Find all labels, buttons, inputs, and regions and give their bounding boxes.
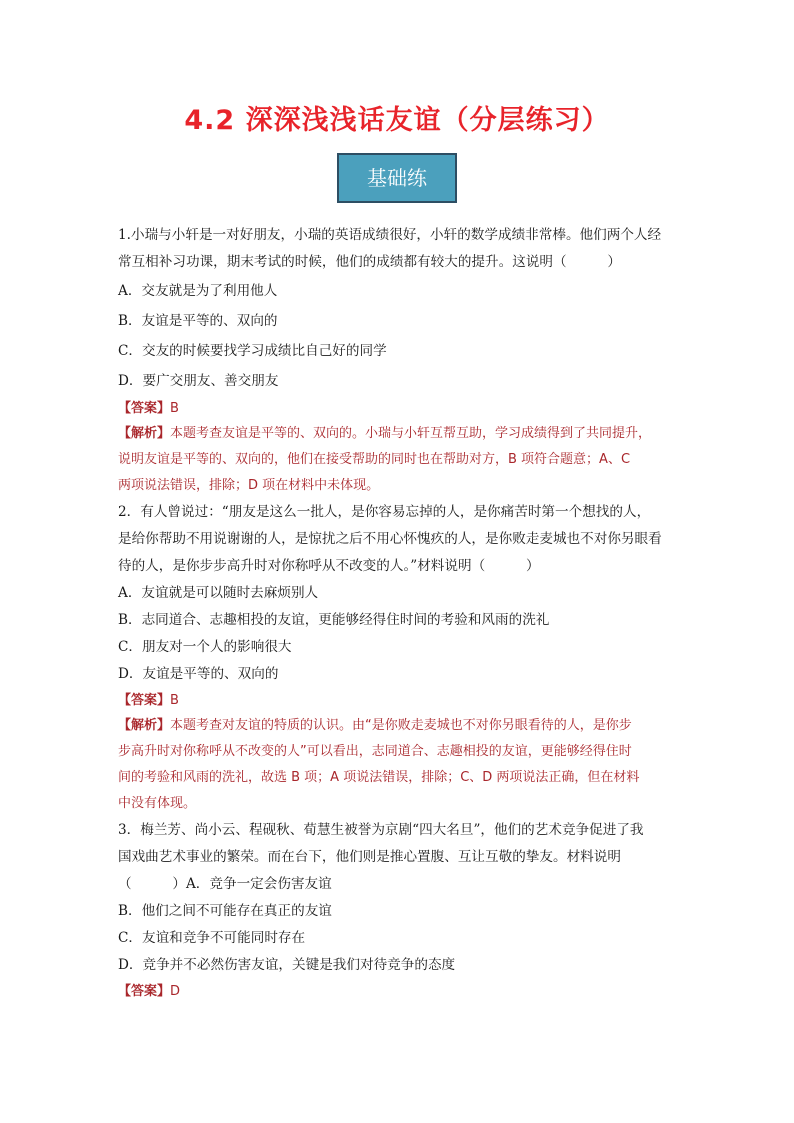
explanation-tag: 【解析】 xyxy=(118,426,171,441)
option-b: B．他们之间不可能存在真正的友谊 xyxy=(118,903,332,919)
option-d: D．竞争并不必然伤害友谊，关键是我们对待竞争的态度 xyxy=(118,957,456,973)
option-a: A．友谊就是可以随时去麻烦别人 xyxy=(118,585,319,601)
option-d: D．友谊是平等的、双向的 xyxy=(118,666,279,682)
page-title: 4.2 深深浅浅话友谊（分层练习） xyxy=(184,105,610,136)
question-2 xyxy=(118,499,680,817)
answer xyxy=(118,688,680,713)
option-c: C．交友的时候要找学习成绩比自己好的同学 xyxy=(118,343,387,359)
option-c: C．友谊和竞争不可能同时存在 xyxy=(118,930,306,946)
question-1 xyxy=(118,222,680,499)
option-a: A．交友就是为了利用他人 xyxy=(118,283,278,299)
question-list xyxy=(118,222,680,1004)
question-3 xyxy=(118,817,680,1004)
answer-tag: 【答案】 xyxy=(118,984,171,999)
explanation-line: 步高升时对你称呼从不改变的人”可以看出，志同道合、志趣相投的友谊，更能够经得住时 xyxy=(118,744,632,759)
question-stem-line: 常互相补习功课，期末考试的时候，他们的成绩都有较大的提升。这说明（ ） xyxy=(118,254,621,270)
question-stem-line: 3．梅兰芳、尚小云、程砚秋、荀慧生被誉为京剧“四大名旦”，他们的艺术竞争促进了我 xyxy=(118,822,644,838)
question-stem-line: 国戏曲艺术事业的繁荣。而在台下，他们则是推心置腹、互让互敬的挚友。材料说明 xyxy=(118,849,621,865)
explanation-tag: 【解析】 xyxy=(118,718,171,733)
option-b: B．志同道合、志趣相投的友谊，更能够经得住时间的考验和风雨的洗礼 xyxy=(118,612,550,628)
question-stem-line: （ ）A．竞争一定会伤害友谊 xyxy=(118,876,332,892)
question-stem-line: 1.小瑞与小轩是一对好朋友，小瑞的英语成绩很好，小轩的数学成绩非常棒。他们两个人经 xyxy=(118,227,662,243)
answer xyxy=(118,979,680,1004)
answer-tag: 【答案】 xyxy=(118,401,171,416)
answer-value: B xyxy=(170,693,179,708)
explanation xyxy=(118,713,680,817)
answer-value: B xyxy=(170,401,179,416)
option-d: D．要广交朋友、善交朋友 xyxy=(118,373,279,389)
explanation-line: 两项说法错误，排除；D 项在材料中未体现。 xyxy=(118,478,380,493)
explanation-line: 【解析】本题考查友谊是平等的、双向的。小瑞与小轩互帮互助，学习成绩得到了共同提升， xyxy=(118,426,652,441)
question-stem-line: 是给你帮助不用说谢谢的人，是惊扰之后不用心怀愧疚的人，是你败走麦城也不对你另眼看 xyxy=(118,531,662,547)
question-stem-line: 待的人，是你步步高升时对你称呼从不改变的人。”材料说明（ ） xyxy=(118,558,540,574)
answer xyxy=(118,396,680,421)
explanation-line: 【解析】本题考查对友谊的特质的认识。由“是你败走麦城也不对你另眼看待的人，是你步 xyxy=(118,718,632,733)
answer-value: D xyxy=(170,984,181,999)
option-b: B．友谊是平等的、双向的 xyxy=(118,313,278,329)
explanation-line: 中没有体现。 xyxy=(118,796,197,811)
explanation xyxy=(118,421,680,499)
explanation-line: 间的考验和风雨的洗礼，故选 B 项；A 项说法错误，排除；C、D 两项说法正确，但在材料 xyxy=(118,770,640,785)
question-stem-line: 2．有人曾说过：“朋友是这么一批人，是你容易忘掉的人，是你痛苦时第一个想找的人， xyxy=(118,504,651,520)
option-c: C．朋友对一个人的影响很大 xyxy=(118,639,292,655)
explanation-line: 说明友谊是平等的、双向的，他们在接受帮助的同时也在帮助对方，B 项符合题意；A、C xyxy=(118,452,631,467)
section-badge: 基础练 xyxy=(337,153,457,203)
answer-tag: 【答案】 xyxy=(118,693,171,708)
